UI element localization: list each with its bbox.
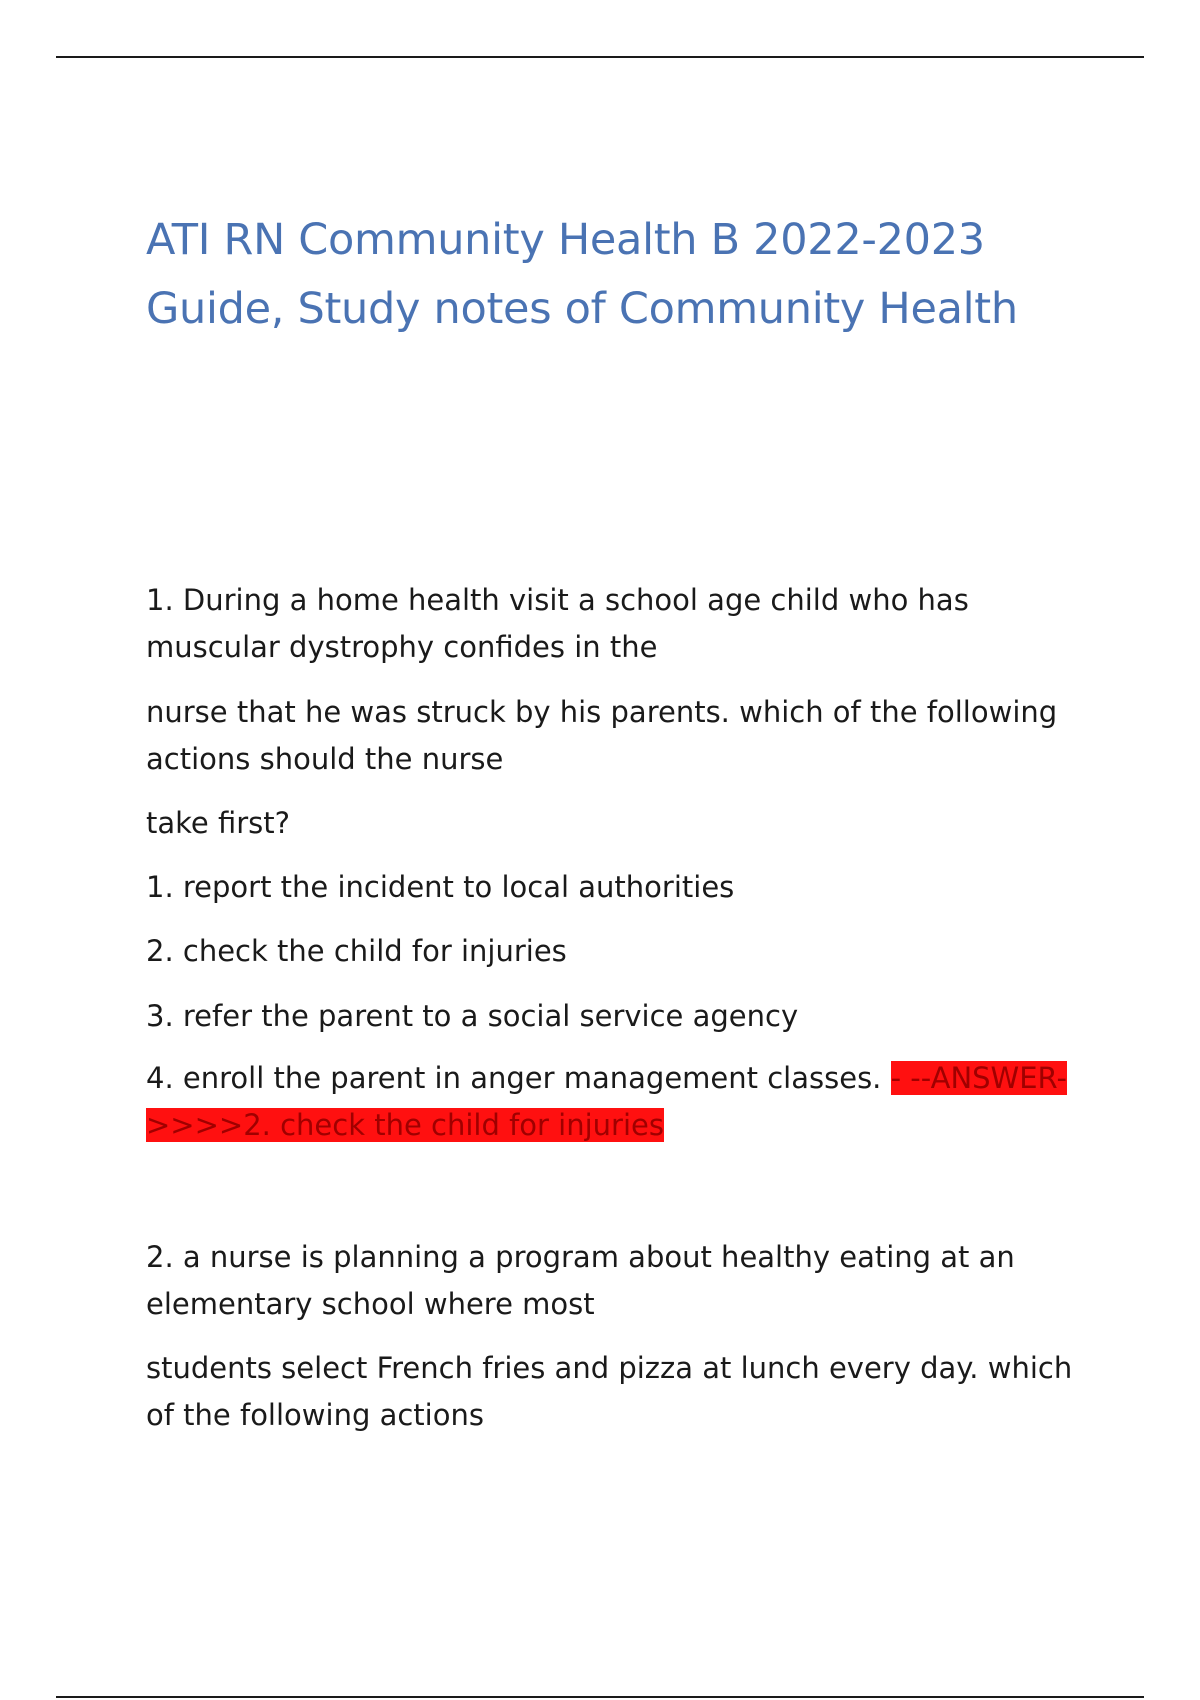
q1-option-3	[146, 993, 1106, 1040]
q2-stem-part-1	[146, 1234, 1106, 1328]
q1-stem-part-3	[146, 800, 1106, 847]
q1-answer-highlight-1: - --ANSWER-	[890, 1061, 1067, 1095]
q1-option-4	[146, 1055, 1106, 1149]
q1-stem-line-2: muscular dystrophy confides in the	[146, 630, 658, 664]
q1-option-3-text: 3. refer the parent to a social service agency	[146, 999, 799, 1033]
title-line-2: Guide, Study notes of Community Health	[146, 284, 1018, 334]
q1-option-2	[146, 928, 1106, 975]
q1-stem2-line-2: actions should the nurse	[146, 742, 504, 776]
q1-option-4-line	[146, 1055, 1106, 1102]
q1-answer-line-2	[146, 1102, 1106, 1149]
q1-answer-highlight-2: >>>>2. check the child for injuries	[146, 1108, 664, 1142]
q2-stem-part-2	[146, 1345, 1106, 1439]
q2-stem-line-2: elementary school where most	[146, 1287, 595, 1321]
q1-stem-part-2	[146, 689, 1106, 783]
bottom-rule	[56, 1696, 1144, 1698]
q1-stem2-line-1: nurse that he was struck by his parents. which of the following	[146, 695, 1058, 729]
title-line-1: ATI RN Community Health B 2022-2023	[146, 215, 985, 265]
q1-option-1	[146, 864, 1106, 911]
document-title	[146, 206, 1106, 344]
q1-stem-line-1: 1. During a home health visit a school age child who has	[146, 583, 969, 617]
q2-stem2-line-2: of the following actions	[146, 1398, 484, 1432]
top-rule	[56, 56, 1144, 58]
q1-option-4-text: 4. enroll the parent in anger management classes.	[146, 1061, 882, 1095]
q2-stem-line-1: 2. a nurse is planning a program about healthy eating at an	[146, 1240, 1015, 1274]
q1-option-1-text: 1. report the incident to local authorities	[146, 870, 735, 904]
q1-stem3: take first?	[146, 806, 291, 840]
q2-stem2-line-1: students select French fries and pizza at lunch every day. which	[146, 1351, 1073, 1385]
q1-stem-part-1	[146, 577, 1106, 671]
q1-option-2-text: 2. check the child for injuries	[146, 934, 567, 968]
